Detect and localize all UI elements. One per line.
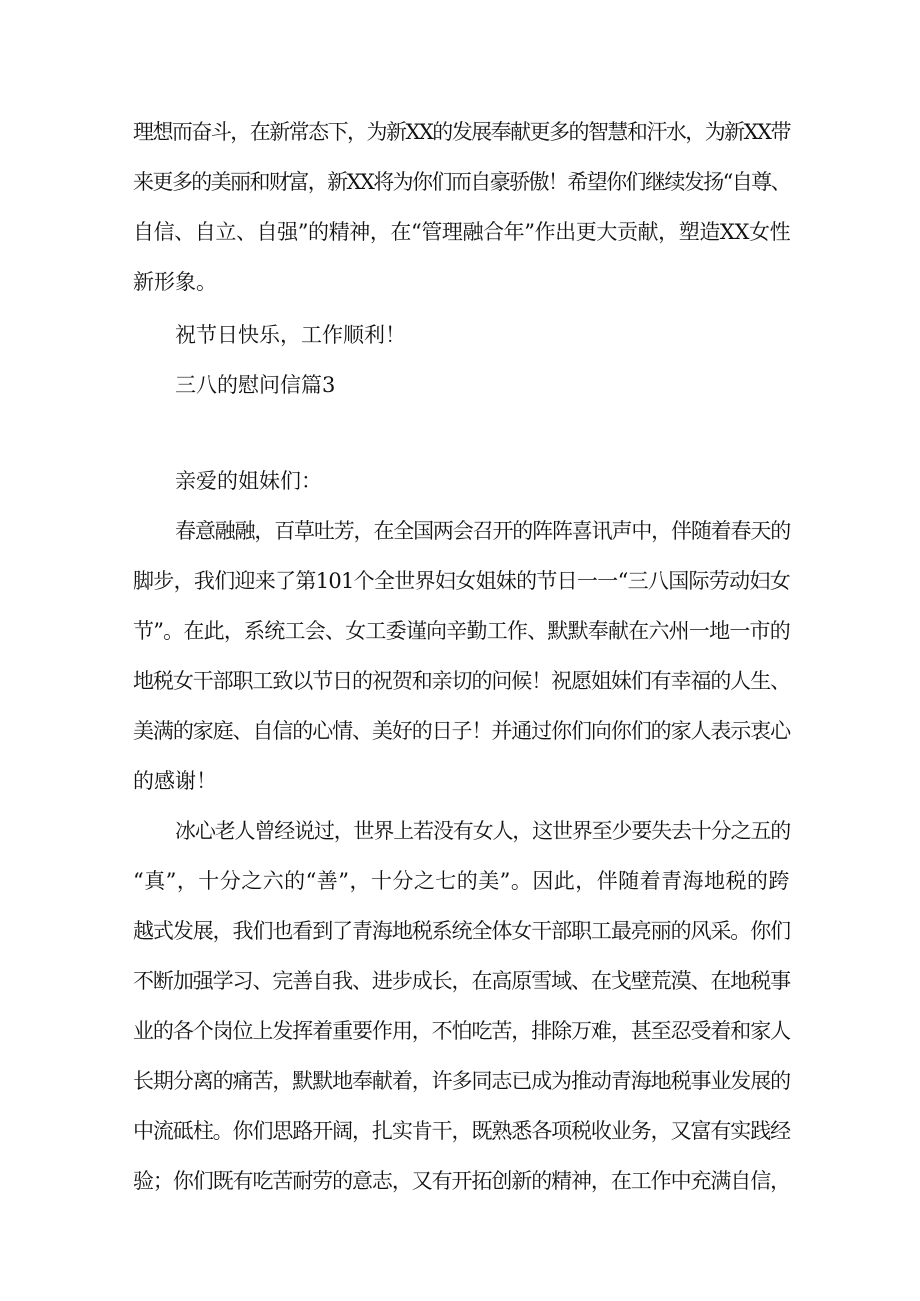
text-line: 脚步，我们迎来了第101个全世界妇女姐妹的节日一一“三八国际劳动妇女 (133, 569, 791, 593)
text-line: 不断加强学习、完善自我、进步成长，在高原雪域、在戈壁荒漠、在地税事 (133, 969, 791, 993)
text-line: 节”。在此，系统工会、女工委谨向辛勤工作、默默奉献在六州一地一市的 (133, 619, 790, 643)
text-line: 美满的家庭、自信的心情、美好的日子！并通过你们向你们的家人表示衷心 (133, 719, 791, 743)
text-line: 业的各个岗位上发挥着重要作用，不怕吃苦，排除万难，甚至忍受着和家人 (133, 1019, 791, 1043)
section-heading: 三八的慰问信篇3 (175, 373, 336, 397)
text-line: 验；你们既有吃苦耐劳的意志，又有开拓创新的精神，在工作中充满自信， (133, 1169, 791, 1193)
text-line: 来更多的美丽和财富，新XX将为你们而自豪骄傲！希望你们继续发扬“自尊、 (133, 170, 790, 194)
text-line: 冰心老人曾经说过，世界上若没有女人，这世界至少要失去十分之五的 (175, 819, 791, 843)
text-line: 越式发展，我们也看到了青海地税系统全体女干部职工最亮丽的风采。你们 (133, 919, 791, 943)
text-line: 自信、自立、自强”的精神，在“管理融合年”作出更大贡献，塑造XX女性 (133, 220, 791, 244)
text-line: 长期分离的痛苦，默默地奉献着，许多同志已成为推动青海地税事业发展的 (133, 1069, 791, 1093)
text-line: “真”，十分之六的“善”，十分之七的美”。因此，伴随着青海地税的跨 (133, 869, 790, 893)
text-line: 理想而奋斗，在新常态下，为新XX的发展奉献更多的智慧和汗水，为新XX带 (133, 120, 790, 144)
text-line: 的感谢！ (133, 769, 217, 793)
text-line: 春意融融，百草吐芳，在全国两会召开的阵阵喜讯声中，伴随着春天的 (175, 519, 791, 543)
text-line: 地税女干部职工致以节日的祝贺和亲切的问候！祝愿姐妹们有幸福的人生、 (133, 669, 791, 693)
text-line: 新形象。 (133, 270, 217, 294)
text-line: 中流砥柱。你们思路开阔，扎实肯干，既熟悉各项税收业务，又富有实践经 (133, 1119, 791, 1143)
text-line: 祝节日快乐，工作顺利！ (175, 323, 406, 347)
salutation: 亲爱的姐妹们： (175, 469, 322, 493)
